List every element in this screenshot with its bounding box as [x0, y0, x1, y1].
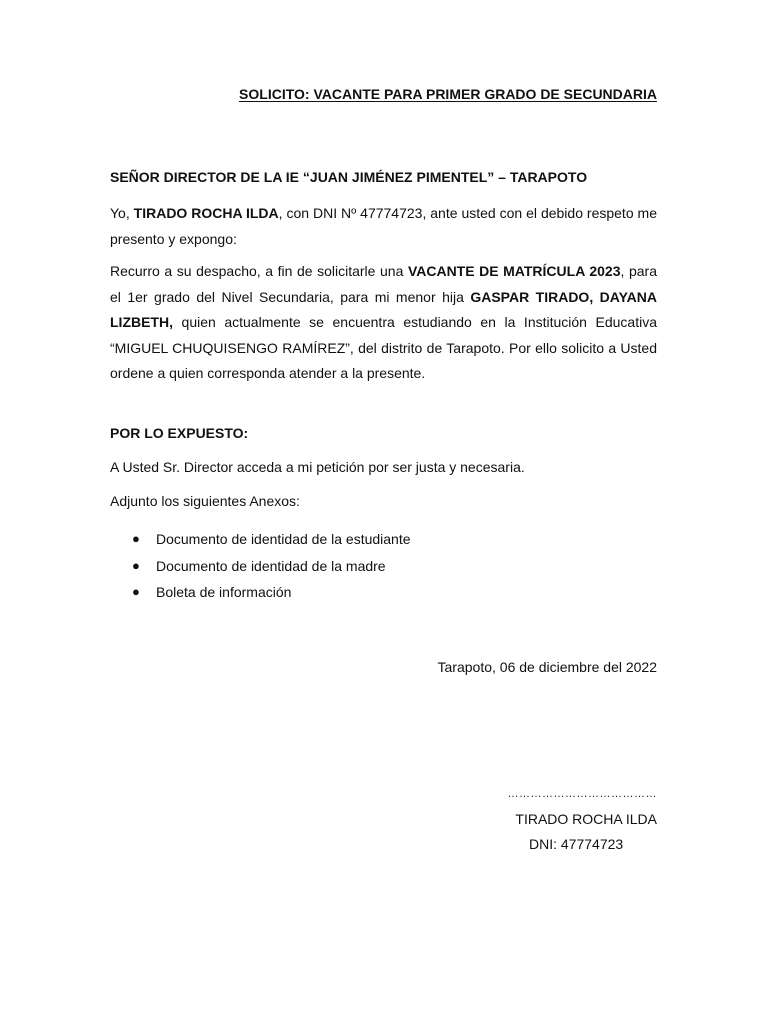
bullet-icon: ●	[132, 557, 140, 573]
signature-name: TIRADO ROCHA ILDA	[515, 811, 657, 827]
salutation: SEÑOR DIRECTOR DE LA IE “JUAN JIMÉNEZ PIMENTEL” – TARAPOTO	[110, 169, 588, 185]
annex-label: Documento de identidad de la estudiante	[156, 531, 411, 547]
date-line: Tarapoto, 06 de diciembre del 2022	[437, 659, 657, 675]
request-paragraph	[110, 259, 657, 387]
list-item	[110, 582, 411, 609]
annex-label: Documento de identidad de la madre	[156, 557, 386, 574]
list-item	[110, 556, 411, 583]
request-text-1: Recurro a su despacho, a fin de solicitarle una	[110, 263, 408, 279]
request-text-2: , para el 1er grado del Nivel Secundaria, para mi menor hija	[110, 263, 657, 305]
intro-text-before: Yo,	[110, 205, 134, 221]
expuesto-heading: POR LO EXPUESTO:	[110, 425, 249, 441]
applicant-name: TIRADO ROCHA ILDA	[133, 205, 279, 221]
student-name: GASPAR TIRADO, DAYANA LIZBETH,	[110, 288, 657, 330]
subject-line: SOLICITO: VACANTE PARA PRIMER GRADO DE SECUNDARIA	[239, 86, 657, 102]
signature-line: …………………………………	[507, 788, 657, 800]
request-text-3: quien actualmente se encuentra estudiando en la Institución Educativa “MIGUEL CHUQUISENGO RAMÍREZ”, del distrito de Tarapoto. Por ello solicito a Usted ordene a quien corresponda atender a la presente.	[110, 314, 657, 381]
intro-text-after: , con DNI Nº 47774723, ante usted con el debido respeto me presento y expongo:	[110, 205, 657, 247]
bullet-icon: ●	[132, 584, 140, 599]
request-vacancy: VACANTE DE MATRÍCULA 2023	[407, 263, 621, 279]
petition-text: A Usted Sr. Director acceda a mi petición por ser justa y necesaria.	[110, 459, 525, 475]
signature-dni: DNI: 47774723	[529, 836, 624, 852]
annex-list	[110, 529, 411, 609]
list-item	[110, 529, 411, 556]
annex-label: Boleta de información	[156, 584, 292, 600]
annex-intro: Adjunto los siguientes Anexos:	[110, 493, 300, 509]
intro-paragraph	[110, 201, 657, 252]
bullet-icon: ●	[132, 531, 140, 546]
